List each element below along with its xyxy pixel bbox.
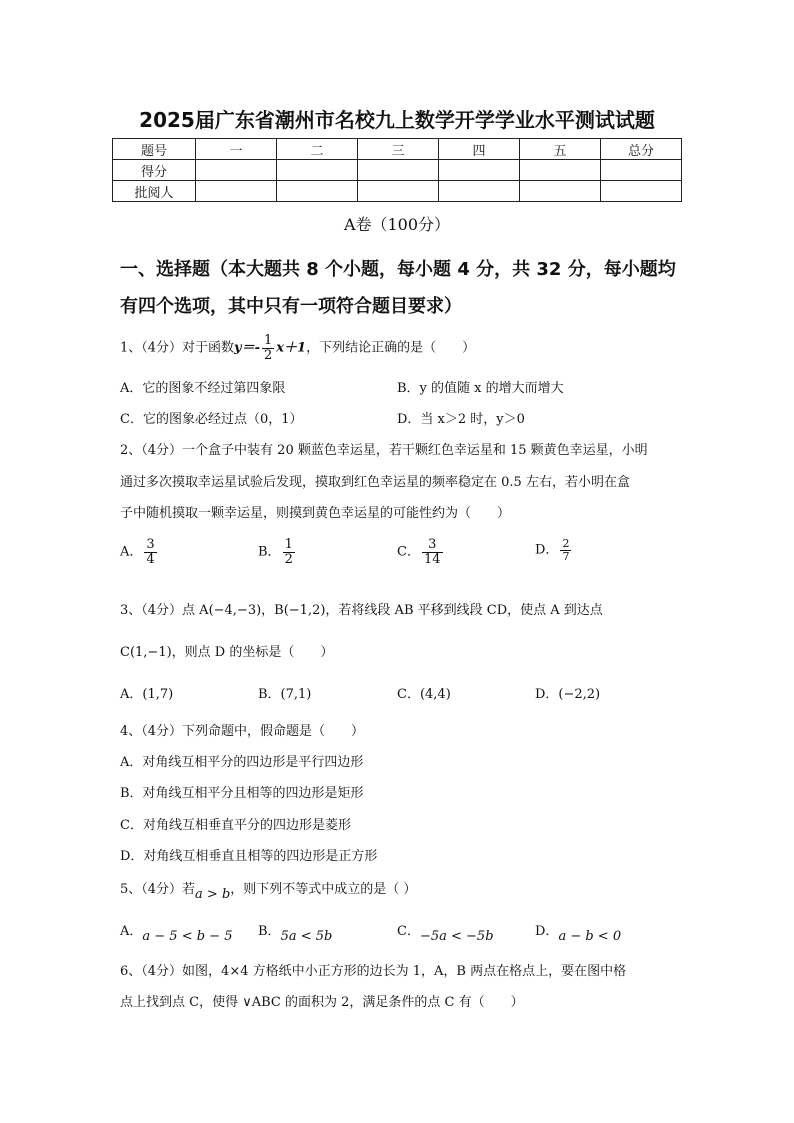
q1-option-d: D．当 x＞2 时，y＞0 bbox=[397, 412, 525, 427]
q2-b-fraction bbox=[283, 538, 295, 566]
header-cell: 一 bbox=[196, 139, 277, 160]
row-label: 得分 bbox=[113, 160, 196, 181]
q2-option-d bbox=[535, 538, 573, 562]
question-1-stem bbox=[120, 334, 475, 362]
q1-frac-den: 2 bbox=[264, 347, 273, 363]
q5-b-expr: 5a < 5b bbox=[280, 929, 333, 944]
reviewer-cell[interactable] bbox=[439, 181, 520, 202]
q5-c-expr: −5a < −5b bbox=[419, 929, 494, 944]
reviewer-cell[interactable] bbox=[520, 181, 601, 202]
score-cell[interactable] bbox=[601, 160, 682, 181]
question-6-line2: 点上找到点 C，使得 ∨ABC 的面积为 2，满足条件的点 C 有（ ） bbox=[120, 995, 524, 1010]
score-cell[interactable] bbox=[277, 160, 358, 181]
q2-b-num: 1 bbox=[284, 537, 293, 552]
q5-d-label: D． bbox=[535, 924, 559, 939]
question-2-line2: 通过多次摸取幸运星试验后发现，摸取到红色幸运星的频率稳定在 0.5 左右，若小明在盒 bbox=[120, 475, 630, 490]
question-5-stem bbox=[120, 878, 417, 902]
q5-option-d bbox=[535, 920, 622, 944]
header-cell: 题号 bbox=[113, 139, 196, 160]
q2-d-label: D． bbox=[535, 542, 559, 558]
section-heading-line2: 有四个选项，其中只有一项符合题目要求） bbox=[120, 296, 462, 317]
q3-option-b: B．(7,1) bbox=[258, 687, 312, 702]
q4-option-c: C．对角线互相垂直平分的四边形是菱形 bbox=[120, 818, 351, 833]
question-4-stem: 4、（4分）下列命题中，假命题是（ ） bbox=[120, 724, 365, 739]
q5-condition: a > b bbox=[195, 887, 231, 902]
q5-a-label: A． bbox=[120, 924, 143, 939]
score-row bbox=[113, 160, 682, 181]
q1-option-c: C．它的图象必经过点（0，1） bbox=[120, 412, 303, 427]
q5-suffix: ，则下列不等式中成立的是（ ） bbox=[230, 882, 417, 897]
q5-c-label: C． bbox=[397, 924, 420, 939]
q5-a-expr: a − 5 < b − 5 bbox=[142, 929, 233, 944]
reviewer-cell[interactable] bbox=[601, 181, 682, 202]
q1-func-lhs: y＝- bbox=[234, 340, 260, 356]
q5-prefix: 5、（4分）若 bbox=[120, 882, 196, 897]
q1-func-rhs: x＋1 bbox=[276, 340, 307, 356]
header-cell: 二 bbox=[277, 139, 358, 160]
question-6-line1: 6、（4分）如图，4×4 方格纸中小正方形的边长为 1，A，B 两点在格点上，要在图中格 bbox=[120, 964, 627, 979]
q1-frac-num: 1 bbox=[264, 333, 273, 348]
q1-option-a: A．它的图象不经过第四象限 bbox=[120, 381, 286, 396]
question-2-line3: 子中随机摸取一颗幸运星，则摸到黄色幸运星的可能性约为（ ） bbox=[120, 506, 511, 521]
q3-option-c: C．(4,4) bbox=[397, 687, 451, 702]
q5-option-a bbox=[120, 920, 233, 944]
exam-title: 2025届广东省潮州市名校九上数学开学学业水平测试试题 bbox=[139, 108, 655, 132]
header-cell: 总分 bbox=[601, 139, 682, 160]
q2-c-num: 3 bbox=[422, 538, 443, 553]
q5-b-label: B． bbox=[258, 924, 281, 939]
q1-suffix: ，下列结论正确的是（ ） bbox=[306, 340, 476, 356]
q5-option-c bbox=[397, 920, 494, 944]
q2-option-b bbox=[258, 538, 297, 566]
score-table-header-row bbox=[113, 139, 682, 160]
q2-c-den: 14 bbox=[423, 551, 441, 567]
reviewer-cell[interactable] bbox=[358, 181, 439, 202]
q5-d-expr: a − b < 0 bbox=[558, 929, 622, 944]
q2-c-label: C． bbox=[397, 544, 420, 560]
q4-option-a: A．对角线互相平分的四边形是平行四边形 bbox=[120, 755, 364, 770]
q5-option-b bbox=[258, 920, 333, 944]
q2-d-den: 7 bbox=[562, 549, 570, 563]
question-3-line2: C(1,−1)，则点 D 的坐标是（ ） bbox=[120, 645, 334, 660]
reviewer-cell[interactable] bbox=[196, 181, 277, 202]
header-cell: 五 bbox=[520, 139, 601, 160]
score-table bbox=[112, 138, 682, 202]
score-cell[interactable] bbox=[196, 160, 277, 181]
q1-fraction bbox=[262, 334, 274, 362]
q2-d-num: 2 bbox=[562, 537, 570, 550]
score-cell[interactable] bbox=[358, 160, 439, 181]
score-cell[interactable] bbox=[520, 160, 601, 181]
volume-heading: A卷（100分） bbox=[343, 215, 451, 234]
q3-option-d: D．(−2,2) bbox=[535, 687, 601, 702]
q2-a-label: A． bbox=[120, 544, 143, 560]
q2-c-fraction bbox=[422, 538, 443, 566]
q2-option-a bbox=[120, 538, 159, 566]
q1-option-b: B．y 的值随 x 的增大而增大 bbox=[397, 381, 564, 396]
q4-option-b: B．对角线互相平分且相等的四边形是矩形 bbox=[120, 786, 364, 801]
section-heading-line1: 一、选择题（本大题共 8 个小题，每小题 4 分，共 32 分，每小题均 bbox=[120, 259, 676, 280]
q1-prefix: 1、（4分）对于函数 bbox=[120, 340, 235, 356]
q4-option-d: D．对角线互相垂直且相等的四边形是正方形 bbox=[120, 849, 378, 864]
q2-a-num: 3 bbox=[146, 537, 155, 552]
q3-option-a: A．(1,7) bbox=[120, 687, 174, 702]
reviewer-cell[interactable] bbox=[277, 181, 358, 202]
header-cell: 四 bbox=[439, 139, 520, 160]
question-2-line1: 2、（4分）一个盒子中装有 20 颗蓝色幸运星，若干颗红色幸运星和 15 颗黄色幸运星，小明 bbox=[120, 443, 648, 458]
q2-b-label: B． bbox=[258, 544, 281, 560]
score-cell[interactable] bbox=[439, 160, 520, 181]
q2-option-c bbox=[397, 538, 445, 566]
q2-d-fraction bbox=[560, 538, 571, 562]
q2-a-fraction bbox=[144, 538, 156, 566]
question-3-line1: 3、（4分）点 A(−4,−3)，B(−1,2)，若将线段 AB 平移到线段 CD，使点 A 到达点 bbox=[120, 603, 603, 618]
q2-a-den: 4 bbox=[146, 551, 155, 567]
row-label: 批阅人 bbox=[113, 181, 196, 202]
reviewer-row bbox=[113, 181, 682, 202]
header-cell: 三 bbox=[358, 139, 439, 160]
q2-b-den: 2 bbox=[284, 551, 293, 567]
